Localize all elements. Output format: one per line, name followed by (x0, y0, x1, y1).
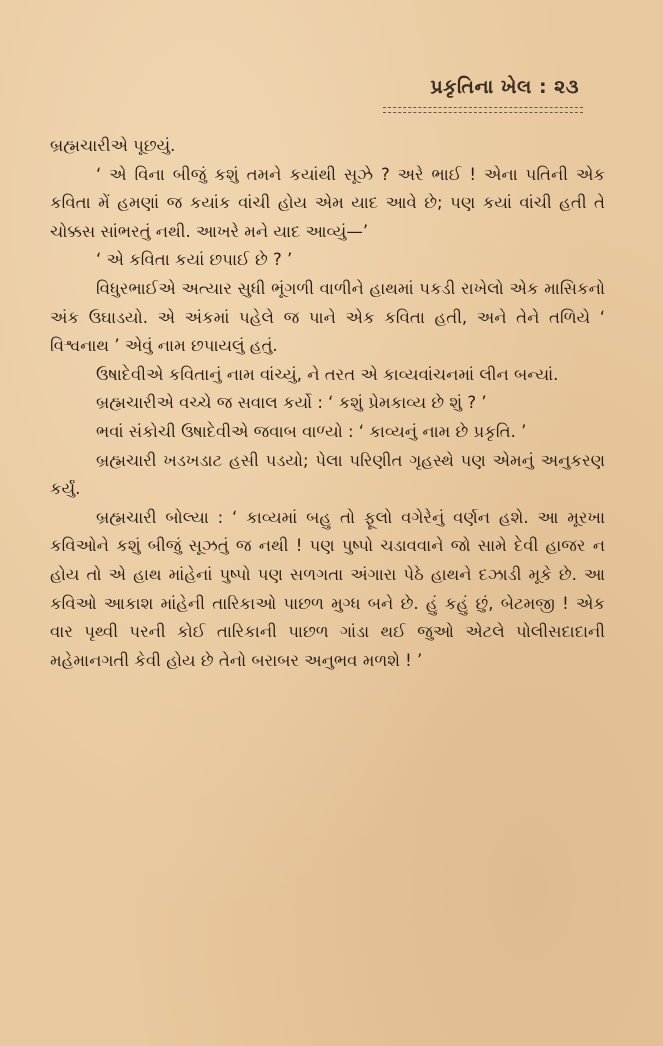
running-header: પ્રકૃતિના ખેલ : ૨૩ (430, 76, 579, 98)
paragraph: બ્રહ્મચારી ખડખડાટ હસી પડયો; પેલા પરિણીત ગૃહસ્થે પણ એમનું અનુકરણ કર્યું. (50, 450, 605, 499)
paragraph: બ્રહ્મચારીએ પૂછયું. (50, 136, 176, 155)
paragraph: ‘ એ વિના બીજું કશું તમને કયાંથી સૂઝે ? અરે ભાઈ ! એના પતિની એક કવિતા મેં હમણાં જ કયાંક વાંચી હોય એમ યાદ આવે છે; પણ કયાં વાંચી હતી તે ચોક્કસ સાંભરતું નથી. આખરે મને યાદ આવ્યું—’ (50, 164, 605, 241)
paragraph: વિધુરભાઈએ અત્યાર સુધી ભૂંગળી વાળીને હાથમાં પકડી રાખેલો એક માસિકનો અંક ઉઘાડયો. એ અંકમાં પહેલે જ પાને એક કવિતા હતી, અને તેને તળિયે ‘ વિશ્વનાથ ’ એવું નામ છપાયલું હતું. (50, 278, 605, 356)
header-underline (383, 107, 583, 113)
page-body (50, 132, 605, 675)
paragraph: બ્રહ્મચારી બોલ્યા : ‘ કાવ્યમાં બહુ તો ફૂલો વગેરેનું વર્ણન હશે. આ મૂરખા કવિઓને કશું બીજું સૂઝતું જ નથી ! પણ પુષ્પો ચડાવવાને જો સામે દેવી હાજર ન હોય તો એ હાથ માંહેનાં પુષ્પો પણ સળગતા અંગારા પેઠે હાથને દઝાડી મૂકે છે. આ કવિઓ આકાશ માંહેની તારિકાઓ પાછળ મુગ્ધ બને છે. હું કહું છું, બેટમજી ! એક વાર પૃથ્વી પરની કોઈ તારિકાની પાછળ ગાંડા થઈ જુઓ એટલે પોલીસદાદાની મહેમાનગતી કેવી હોય છે તેનો બરાબર અનુભવ મળશે ! ’ (50, 507, 605, 670)
paragraph: બ્રહ્મચારીએ વચ્ચે જ સવાલ કર્યો : ‘ કશું પ્રેમકાવ્ય છે શું ? ’ (96, 393, 487, 413)
paragraph: ભવાં સંકોચી ઉષાદેવીએ જવાબ વાળ્યો : ‘ કાવ્યનું નામ છે પ્રકૃતિ. ’ (96, 421, 527, 441)
paragraph: ઉષાદેવીએ કવિતાનું નામ વાંચ્યું, ને તરત એ કાવ્યવાંચનમાં લીન બન્યાં. (96, 364, 559, 384)
paragraph: ‘ એ કવિતા કયાં છપાઈ છે ? ’ (96, 250, 293, 270)
